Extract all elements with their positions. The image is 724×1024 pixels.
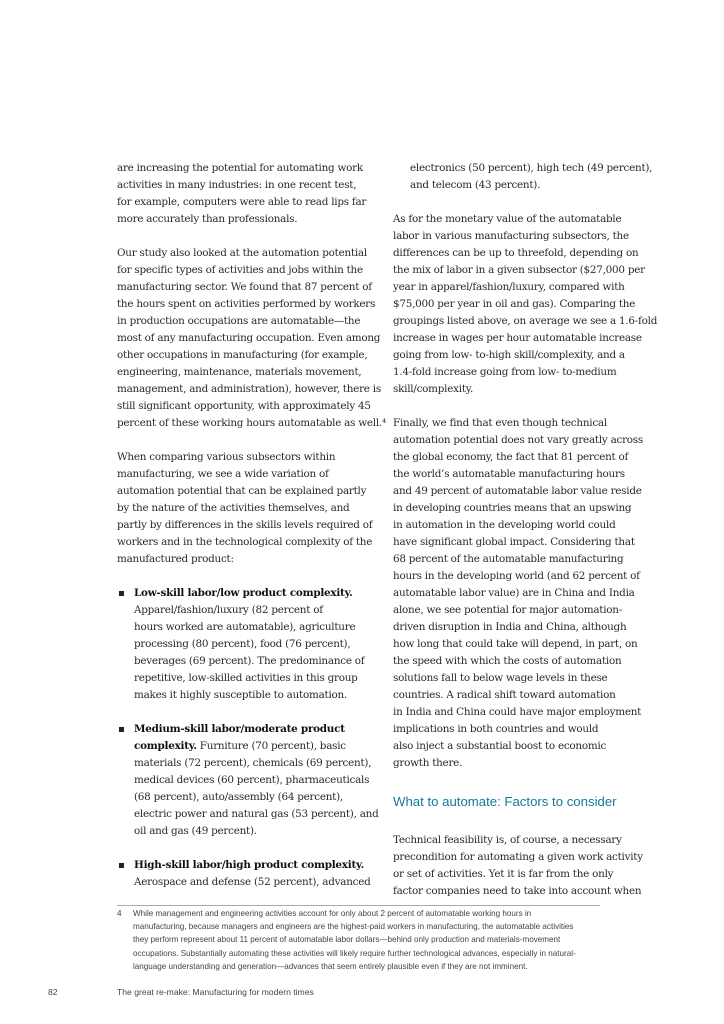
footnote-line: language understanding and generation—advances that seem entirely plausible even if they are not imminent. (133, 961, 528, 971)
text-line: hours worked are automatable), agriculture (134, 621, 356, 633)
bullet-title: Low-skill labor/low product complexity. (134, 587, 353, 599)
text-line: increase in wages per hour automatable increase (393, 332, 642, 344)
text-line: hours in the developing world (and 62 percent of (393, 570, 640, 582)
bullet-item (117, 721, 387, 840)
bullet-line (117, 738, 387, 755)
bullet-title: Medium-skill labor/moderate product (134, 723, 345, 735)
paragraph-gap (393, 772, 663, 789)
bullet-square-icon (119, 863, 124, 868)
publication-title: The great re-make: Manufacturing for modern times (117, 987, 314, 997)
text-line: still significant opportunity, with approximately 45 (117, 400, 371, 412)
text-line: medical devices (60 percent), pharmaceuticals (134, 774, 370, 786)
paragraph (117, 160, 387, 228)
text-line: manufacturing, we see a wide variation of (117, 468, 329, 480)
text-line: alone, we see potential for major automation- (393, 604, 622, 616)
bullet-title: High-skill labor/high product complexity. (134, 859, 364, 871)
bullet-line (117, 585, 387, 602)
text-line: engineering, maintenance, materials movement, (117, 366, 362, 378)
footnote-line: While management and engineering activities account for only about 2 percent of automatable working hours in (133, 909, 532, 918)
text-line: for specific types of activities and jobs within the (117, 264, 363, 276)
text-line: the mix of labor in a given subsector ($27,000 per (393, 264, 645, 276)
text-line: most of any manufacturing occupation. Even among (117, 332, 381, 344)
text-line: other occupations in manufacturing (for example, (117, 349, 368, 361)
footnote-line: manufacturing, because managers and engineers are the highest-paid workers in manufacturing, the automatable activities (133, 922, 574, 932)
text-line: groupings listed above, on average we see a 1.6-fold (393, 315, 658, 327)
text-line: automatable labor value) are in China and India (393, 587, 635, 599)
text-line: going from low- to-high skill/complexity, and a (393, 349, 625, 361)
text-line: the world’s automatable manufacturing hours (393, 468, 625, 480)
paragraph-gap (393, 815, 663, 832)
text-line: 68 percent of the automatable manufacturing (393, 553, 624, 565)
text-line: are increasing the potential for automating work (117, 162, 363, 174)
text-line: in automation in the developing world could (393, 519, 616, 531)
text-line: partly by differences in the skills levels required of (117, 519, 373, 531)
footnote (117, 907, 657, 973)
text-line: $75,000 per year in oil and gas). Comparing the (393, 298, 636, 310)
text-line: Apparel/fashion/luxury (82 percent of (134, 604, 323, 616)
text-line: skill/complexity. (393, 383, 474, 395)
paragraph (393, 211, 663, 398)
text-line: countries. A radical shift toward automation (393, 689, 616, 701)
text-line: electronics (50 percent), high tech (49 percent), (410, 162, 653, 174)
text-line: precondition for automating a given work activity (393, 851, 643, 863)
text-line: beverages (69 percent). The predominance of (134, 655, 365, 667)
footnote-number: 4 (117, 909, 122, 918)
bullet-square-icon (119, 727, 124, 732)
text-line: in developing countries means that an upswing (393, 502, 632, 514)
text-line: repetitive, low-skilled activities in this group (134, 672, 358, 684)
paragraph-gap (117, 228, 387, 245)
text-line: management, and administration), however, there is (117, 383, 381, 395)
text-line: labor in various manufacturing subsectors, the (393, 230, 629, 242)
bullet-square-icon (119, 591, 124, 596)
text-line: percent of these working hours automatable as well.⁴ (117, 417, 386, 429)
right-column (393, 160, 663, 900)
text-line: differences can be up to threefold, depending on (393, 247, 639, 259)
bullet-line (117, 721, 387, 738)
text-line: electric power and natural gas (53 percent), and (134, 808, 379, 820)
bullet-line (117, 857, 387, 874)
text-line: year in apparel/fashion/luxury, compared with (393, 281, 625, 293)
text-line: Aerospace and defense (52 percent), advanced (134, 876, 371, 888)
text-line: oil and gas (49 percent). (134, 825, 257, 837)
footnote-line: occupations. Substantially automating these activities will likely require further technological advances, especially in natural- (133, 948, 576, 958)
text-line: also inject a substantial boost to economic (393, 740, 607, 752)
text-line: manufacturing sector. We found that 87 percent of (117, 281, 372, 293)
text-line: When comparing various subsectors within (117, 451, 336, 463)
text-line: makes it highly susceptible to automation. (134, 689, 348, 701)
text-line: more accurately than professionals. (117, 213, 298, 225)
section-heading: What to automate: Factors to consider (393, 794, 617, 809)
text-line: for example, computers were able to read lips far (117, 196, 367, 208)
paragraph-gap (393, 398, 663, 415)
text-line: manufactured product: (117, 553, 234, 565)
bullet-text: Furniture (70 percent), basic (196, 740, 346, 752)
text-line: Technical feasibility is, of course, a necessary (393, 834, 622, 846)
text-line: implications in both countries and would (393, 723, 599, 735)
text-line: the speed with which the costs of automation (393, 655, 622, 667)
footnote-divider (117, 905, 600, 906)
text-line: and telecom (43 percent). (410, 179, 541, 191)
bullet-item (117, 585, 387, 704)
text-line: the global economy, the fact that 81 percent of (393, 451, 629, 463)
text-line: by the nature of the activities themselves, and (117, 502, 350, 514)
text-line: processing (80 percent), food (76 percent), (134, 638, 351, 650)
paragraph-gap (117, 704, 387, 721)
text-line: automation potential does not vary greatly across (393, 434, 643, 446)
paragraph (393, 160, 663, 194)
text-line: automation potential that can be explained partly (117, 485, 367, 497)
text-line: Our study also looked at the automation potential (117, 247, 367, 259)
text-line: in production occupations are automatable—the (117, 315, 361, 327)
paragraph (117, 245, 387, 432)
bullet-item (117, 857, 387, 891)
text-line: Finally, we find that even though technical (393, 417, 607, 429)
text-line: factor companies need to take into account when (393, 885, 642, 897)
left-column (117, 160, 387, 891)
text-line: and 49 percent of automatable labor value reside (393, 485, 642, 497)
text-line: 1.4-fold increase going from low- to-medium (393, 366, 617, 378)
paragraph (393, 832, 663, 900)
text-line: materials (72 percent), chemicals (69 percent), (134, 757, 372, 769)
text-line: the hours spent on activities performed by workers (117, 298, 376, 310)
text-line: have significant global impact. Considering that (393, 536, 635, 548)
text-line: (68 percent), auto/assembly (64 percent), (134, 791, 343, 803)
paragraph-gap (117, 568, 387, 585)
text-line: growth there. (393, 757, 463, 769)
paragraph (117, 449, 387, 568)
text-line: workers and in the technological complexity of the (117, 536, 373, 548)
paragraph-gap (117, 432, 387, 449)
text-line: in India and China could have major employment (393, 706, 642, 718)
footnote-line: they perform represent about 11 percent of automatable labor dollars—behind only production and materials-movement (133, 935, 561, 945)
text-line: driven disruption in India and China, although (393, 621, 627, 633)
bullet-title: complexity. (134, 740, 197, 752)
text-line: As for the monetary value of the automatable (393, 213, 622, 225)
footnote-text (133, 907, 657, 973)
paragraph (393, 415, 663, 772)
paragraph-gap (117, 840, 387, 857)
text-line: how long that could take will depend, in part, on (393, 638, 638, 650)
text-line: activities in many industries: in one recent test, (117, 179, 357, 191)
paragraph-gap (393, 194, 663, 211)
text-line: solutions fall to below wage levels in these (393, 672, 608, 684)
page-number: 82 (48, 987, 58, 997)
text-line: or set of activities. Yet it is far from the only (393, 868, 614, 880)
